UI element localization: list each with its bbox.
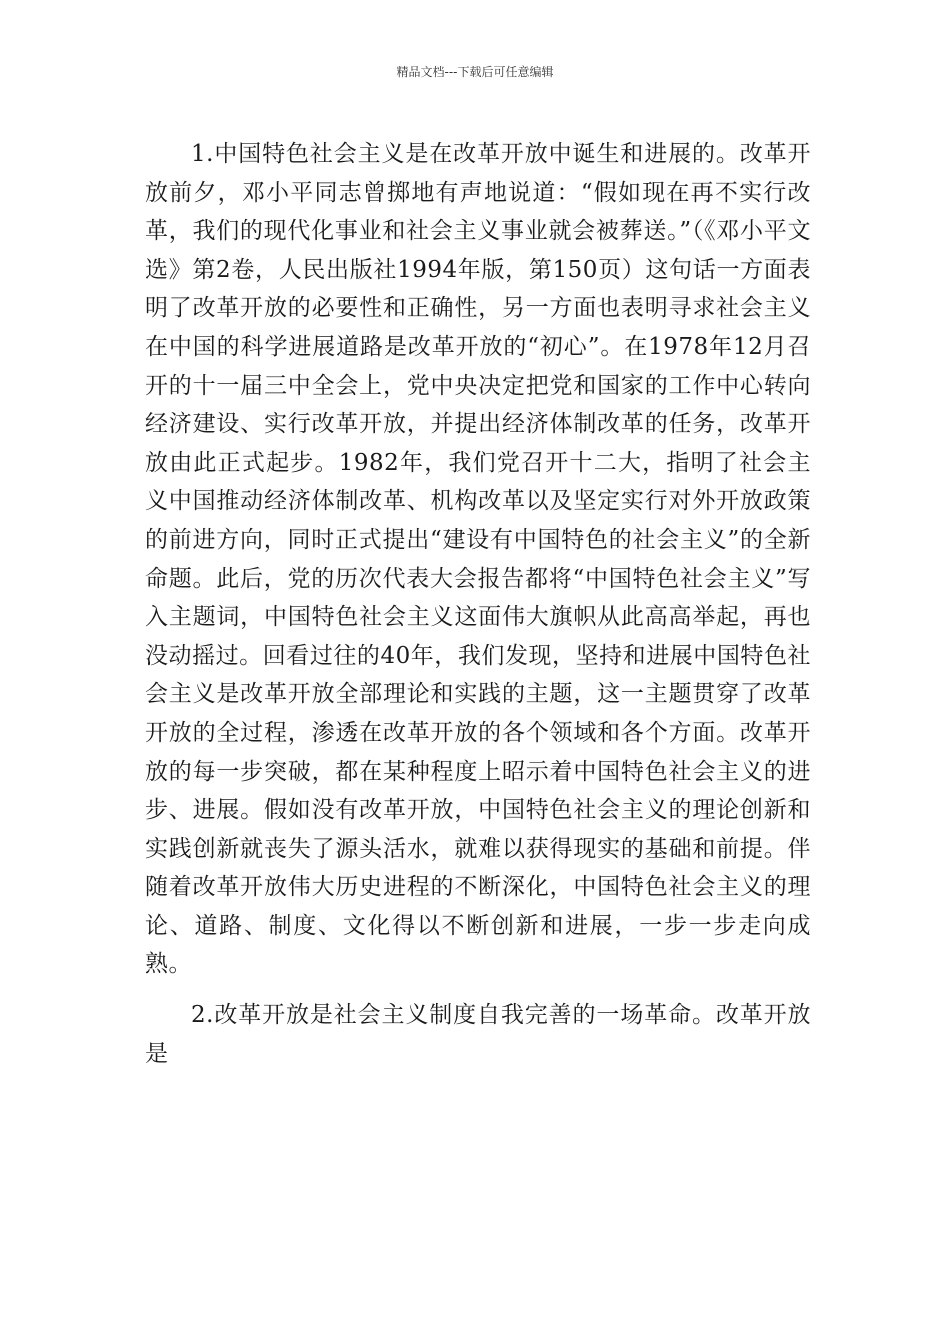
document-body (145, 135, 811, 1073)
paragraph-1: 1.中国特色社会主义是在改革开放中诞生和进展的。改革开放前夕，邓小平同志曾掷地有声地说道：“假如现在再不实行改革，我们的现代化事业和社会主义事业就会被葬送。”（《邓小平文选》第2卷，人民出版社1994年版，第150页）这句话一方面表明了改革开放的必要性和正确性，另一方面也表明寻求社会主义在中国的科学进展道路是改革开放的“初心”。在1978年12月召开的十一届三中全会上，党中央决定把党和国家的工作中心转向经济建设、实行改革开放，并提出经济体制改革的任务，改革开放由此正式起步。1982年，我们党召开十二大，指明了社会主义中国推动经济体制改革、机构改革以及坚定实行对外开放政策的前进方向，同时正式提出“建设有中国特色的社会主义”的全新命题。此后，党的历次代表大会报告都将“中国特色社会主义”写入主题词，中国特色社会主义这面伟大旗帜从此高高举起，再也没动摇过。回看过往的40年，我们发现，坚持和进展中国特色社会主义是改革开放全部理论和实践的主题，这一主题贯穿了改革开放的全过程，渗透在改革开放的各个领域和各个方面。改革开放的每一步突破，都在某种程度上昭示着中国特色社会主义的进步、进展。假如没有改革开放，中国特色社会主义的理论创新和实践创新就丧失了源头活水，就难以获得现实的基础和前提。伴随着改革开放伟大历史进程的不断深化，中国特色社会主义的理论、道路、制度、文化得以不断创新和进展，一步一步走向成熟。 (145, 141, 811, 978)
page-header: 精品文档---下载后可任意编辑 (396, 65, 554, 79)
paragraph-2: 2.改革开放是社会主义制度自我完善的一场革命。改革开放是 (145, 1002, 811, 1067)
